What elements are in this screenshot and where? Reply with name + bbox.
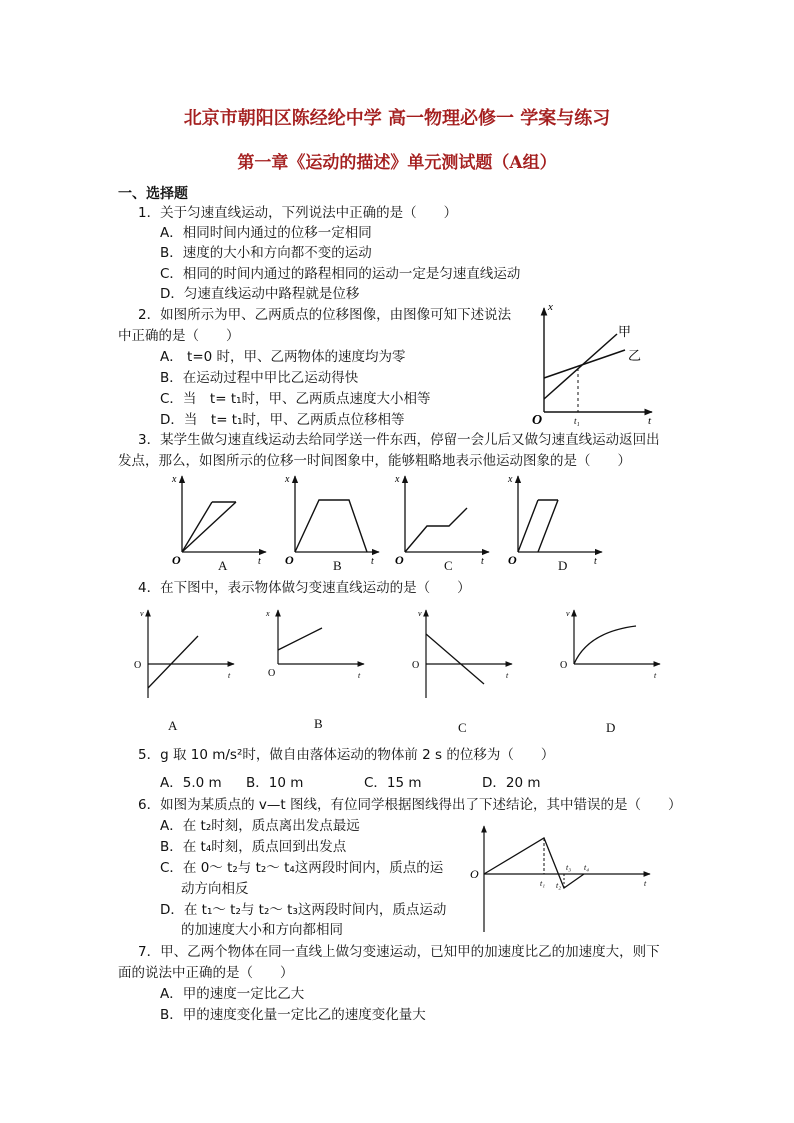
q3c-origin: O: [395, 553, 404, 567]
document-subtitle: 第一章《运动的描述》单元测试题（A组）: [237, 153, 557, 173]
q1-option-a: A．相同时间内通过的位移一定相同: [160, 225, 372, 241]
q4-graph-b: [258, 606, 368, 706]
q4d-x-label: t: [654, 671, 657, 680]
q4-caption-b: B: [314, 716, 323, 731]
q2-line-a-label: 甲: [618, 324, 632, 339]
q3-graph-b: [285, 472, 385, 572]
q2-displacement-graph: [530, 300, 660, 428]
q6-option-c-line1: C．在 0～ t₂与 t₂～ t₄这两段时间内，质点的运: [160, 860, 444, 876]
q5-option-c: C．15 m: [364, 775, 422, 791]
section-heading: 一、选择题: [118, 186, 188, 202]
q7-option-b: B．甲的速度变化量一定比乙的速度变化量大: [160, 1007, 426, 1023]
q4c-x-label: t: [506, 671, 509, 680]
q4a-y-label: v: [140, 609, 144, 618]
q1-stem: 1．关于匀速直线运动，下列说法中正确的是（ ）: [138, 205, 458, 221]
q5-option-a: A．5.0 m: [160, 775, 222, 791]
q6-stem: 6．如图为某质点的 v—t 图线，有位同学根据图线得出了下述结论，其中错误的是（ ）: [138, 797, 682, 813]
q2-stem-line1: 2．如图所示为甲、乙两质点的位移图像，由图像可知下述说法: [138, 307, 512, 323]
q4-graph-a: [128, 606, 238, 706]
q5-option-b: B．10 m: [246, 775, 304, 791]
q4-caption-a: A: [168, 718, 178, 733]
q7-option-a: A．甲的速度一定比乙大: [160, 986, 305, 1002]
q3-caption-c: C: [444, 558, 453, 573]
q4d-origin: O: [560, 660, 568, 671]
q4b-origin: O: [268, 668, 276, 679]
q4c-origin: O: [412, 660, 420, 671]
q6-option-d-line1: D．在 t₁～ t₂与 t₂～ t₃这两段时间内，质点运动: [160, 902, 447, 918]
q2-y-axis-label: x: [548, 301, 553, 313]
q6-t3-label: t₃: [566, 863, 572, 872]
q6-option-b: B．在 t₄时刻，质点回到出发点: [160, 839, 347, 855]
q6-option-a: A．在 t₂时刻，质点离出发点最远: [160, 818, 360, 834]
q3d-origin: O: [508, 553, 517, 567]
q4a-origin: O: [134, 660, 142, 671]
q1-option-d: D．匀速直线运动中路程就是位移: [160, 286, 360, 302]
q3c-y-label: x: [395, 474, 400, 485]
q1-option-c: C．相同的时间内通过的路程相同的运动一定是匀速直线运动: [160, 266, 521, 282]
q4d-y-label: v: [566, 609, 570, 618]
q7-stem-line2: 面的说法中正确的是（ ）: [118, 965, 294, 981]
q3-caption-b: B: [333, 558, 342, 573]
q3b-origin: O: [285, 553, 294, 567]
q6-x-label: t: [644, 879, 647, 888]
q3d-y-label: x: [508, 474, 513, 485]
q1-option-b: B．速度的大小和方向都不变的运动: [160, 245, 372, 261]
q2-option-c: C．当 t= t₁时，甲、乙两质点速度大小相等: [160, 391, 431, 407]
q4-graph-d: [554, 606, 664, 706]
q6-velocity-graph: [468, 822, 658, 934]
q3-graph-c: [395, 472, 495, 572]
q3b-y-label: x: [285, 474, 290, 485]
q4b-y-label: x: [266, 609, 270, 618]
q2-x-axis-label: t: [648, 415, 652, 427]
q4c-y-label: v: [418, 609, 422, 618]
q3a-x-label: t: [258, 556, 261, 567]
q3-caption-d: D: [558, 558, 568, 573]
q3a-origin: O: [172, 553, 181, 567]
q6-t4-label: t₄: [584, 863, 590, 872]
q2-option-a: A． t=0 时，甲、乙两物体的速度均为零: [160, 349, 406, 365]
q3a-y-label: x: [172, 474, 177, 485]
q6-t2-label: t₂: [556, 881, 562, 890]
q4-caption-d: D: [606, 720, 616, 735]
q3d-x-label: t: [594, 556, 597, 567]
q2-option-d: D．当 t= t₁时，甲、乙两质点位移相等: [160, 412, 405, 428]
q6-t1-label: t₁: [540, 879, 546, 888]
q3-graph-d: [508, 472, 608, 572]
q4-caption-c: C: [458, 720, 467, 735]
q2-t1-label: t₁: [574, 416, 580, 426]
q2-stem-line2: 中正确的是（ ）: [118, 328, 240, 344]
q3-graph-a: [172, 472, 272, 572]
q4-stem: 4．在下图中，表示物体做匀变速直线运动的是（ ）: [138, 580, 471, 596]
q4a-x-label: t: [228, 671, 231, 680]
q6-origin: O: [470, 867, 479, 881]
q5-option-d: D．20 m: [482, 775, 541, 791]
q2-line-b-label: 乙: [628, 348, 642, 363]
q3-stem-line1: 3．某学生做匀速直线运动去给同学送一件东西，停留一会儿后又做匀速直线运动返回出: [138, 432, 660, 448]
q2-origin-label: O: [532, 413, 543, 428]
q5-stem: 5．g 取 10 m/s²时，做自由落体运动的物体前 2 s 的位移为（ ）: [138, 747, 555, 763]
q4b-x-label: t: [358, 671, 361, 680]
q3c-x-label: t: [481, 556, 484, 567]
q7-stem-line1: 7．甲、乙两个物体在同一直线上做匀变速运动，已知甲的加速度比乙的加速度大，则下: [138, 944, 660, 960]
q3-caption-a: A: [218, 558, 228, 573]
q2-option-b: B．在运动过程中甲比乙运动得快: [160, 370, 359, 386]
document-title: 北京市朝阳区陈经纶中学 高一物理必修一 学案与练习: [183, 108, 611, 129]
q3-stem-line2: 发点，那么，如图所示的位移一时间图象中，能够粗略地表示他运动图象的是（ ）: [118, 453, 631, 469]
q3b-x-label: t: [371, 556, 374, 567]
q6-option-c-line2: 动方向相反: [181, 881, 249, 897]
q6-option-d-line2: 的加速度大小和方向都相同: [181, 922, 343, 938]
q4-graph-c: [406, 606, 516, 706]
